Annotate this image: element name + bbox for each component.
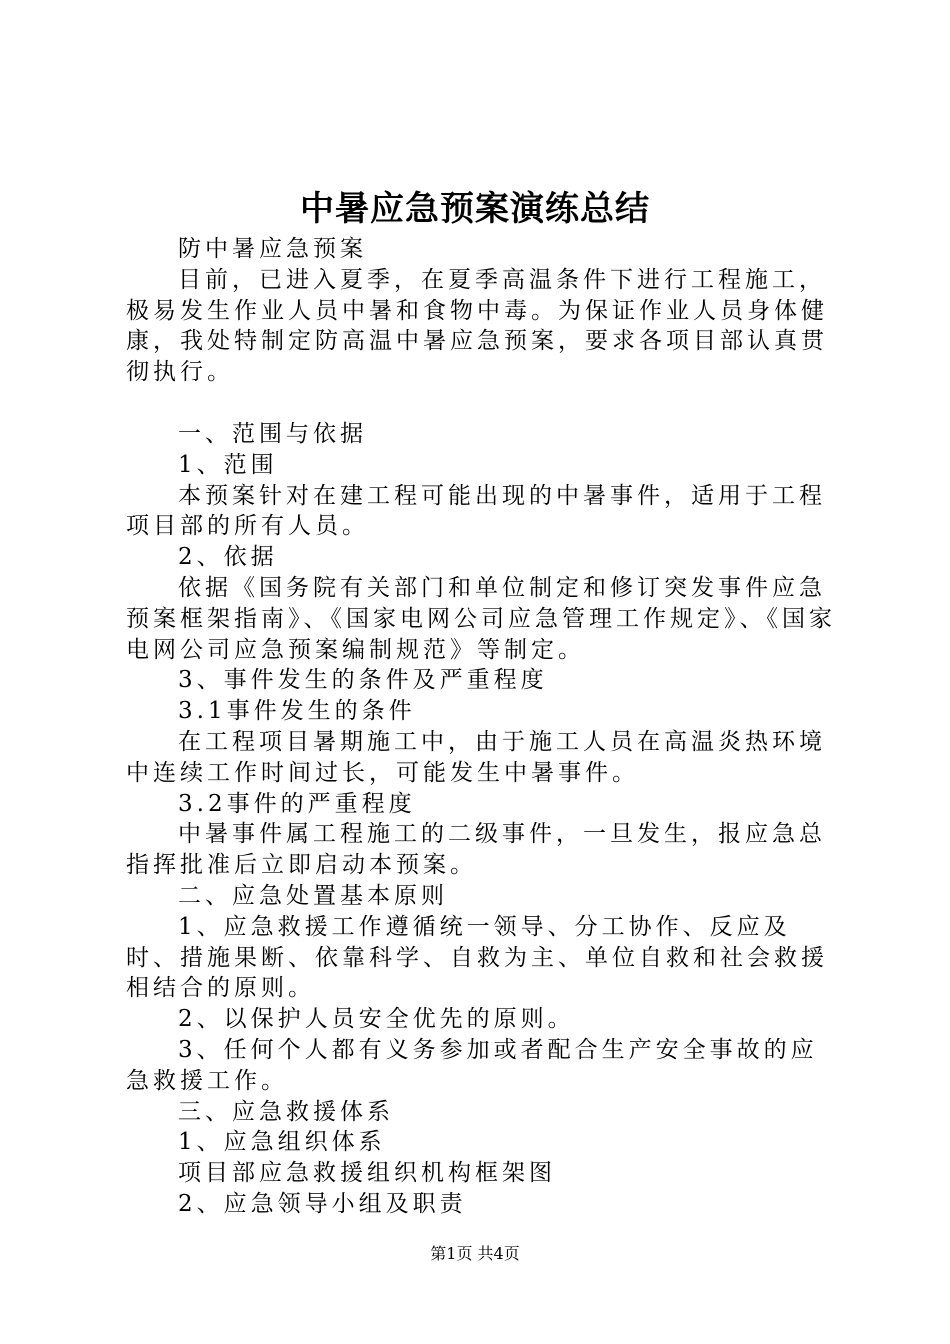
subsection-heading-severity: 3.2事件的严重程度 xyxy=(178,790,416,817)
paragraph-severity: 中暑事件属工程施工的二级事件，一旦发生，报应急总指挥批准后立即启动本预案。 xyxy=(126,821,826,879)
subsection-heading-organization: 1、应急组织体系 xyxy=(178,1129,386,1156)
paragraph-intro: 目前，已进入夏季，在夏季高温条件下进行工程施工，极易发生作业人员中暑和食物中毒。为保证作业人员身体健康，我处特制定防高温中暑应急预案，要求各项目部认真贯彻执行。 xyxy=(126,266,828,386)
paragraph-principle-2: 2、以保护人员安全优先的原则。 xyxy=(178,1006,575,1033)
document-body xyxy=(126,234,838,1220)
section-heading-principles: 二、应急处置基本原则 xyxy=(178,882,448,909)
section-heading-scope-basis: 一、范围与依据 xyxy=(178,420,367,447)
subsection-heading-conditions-severity: 3、事件发生的条件及严重程度 xyxy=(178,667,548,694)
paragraph-basis: 依据《国务院有关部门和单位制定和修订突发事件应急预案框架指南》、《国家电网公司应急管理工作规定》、《国家电网公司应急预案编制规范》等制定。 xyxy=(126,574,836,663)
paragraph-heading-plan: 防中暑应急预案 xyxy=(178,236,367,262)
paragraph-principle-1: 1、应急救援工作遵循统一领导、分工协作、反应及时、措施果断、依靠科学、自救为主、单位自救和社会救援相结合的原则。 xyxy=(126,913,828,1002)
document-title: 中暑应急预案演练总结 xyxy=(300,189,650,229)
subsection-heading-leadership: 2、应急领导小组及职责 xyxy=(178,1190,467,1217)
subsection-heading-basis: 2、依据 xyxy=(178,544,278,571)
section-heading-rescue-system: 三、应急救援体系 xyxy=(178,1098,394,1125)
page-number-footer: 第1页 共4页 xyxy=(430,1244,520,1263)
paragraph-conditions: 在工程项目暑期施工中，由于施工人员在高温炎热环境中连续工作时间过长，可能发生中暑事件。 xyxy=(126,728,826,786)
subsection-heading-conditions: 3.1事件发生的条件 xyxy=(178,698,416,725)
paragraph-principle-3: 3、任何个人都有义务参加或者配合生产安全事故的应急救援工作。 xyxy=(126,1036,818,1094)
paragraph-org-chart: 项目部应急救援组织机构框架图 xyxy=(178,1160,556,1187)
paragraph-scope: 本预案针对在建工程可能出现的中暑事件，适用于工程项目部的所有人员。 xyxy=(126,482,826,540)
subsection-heading-scope: 1、范围 xyxy=(178,451,278,478)
